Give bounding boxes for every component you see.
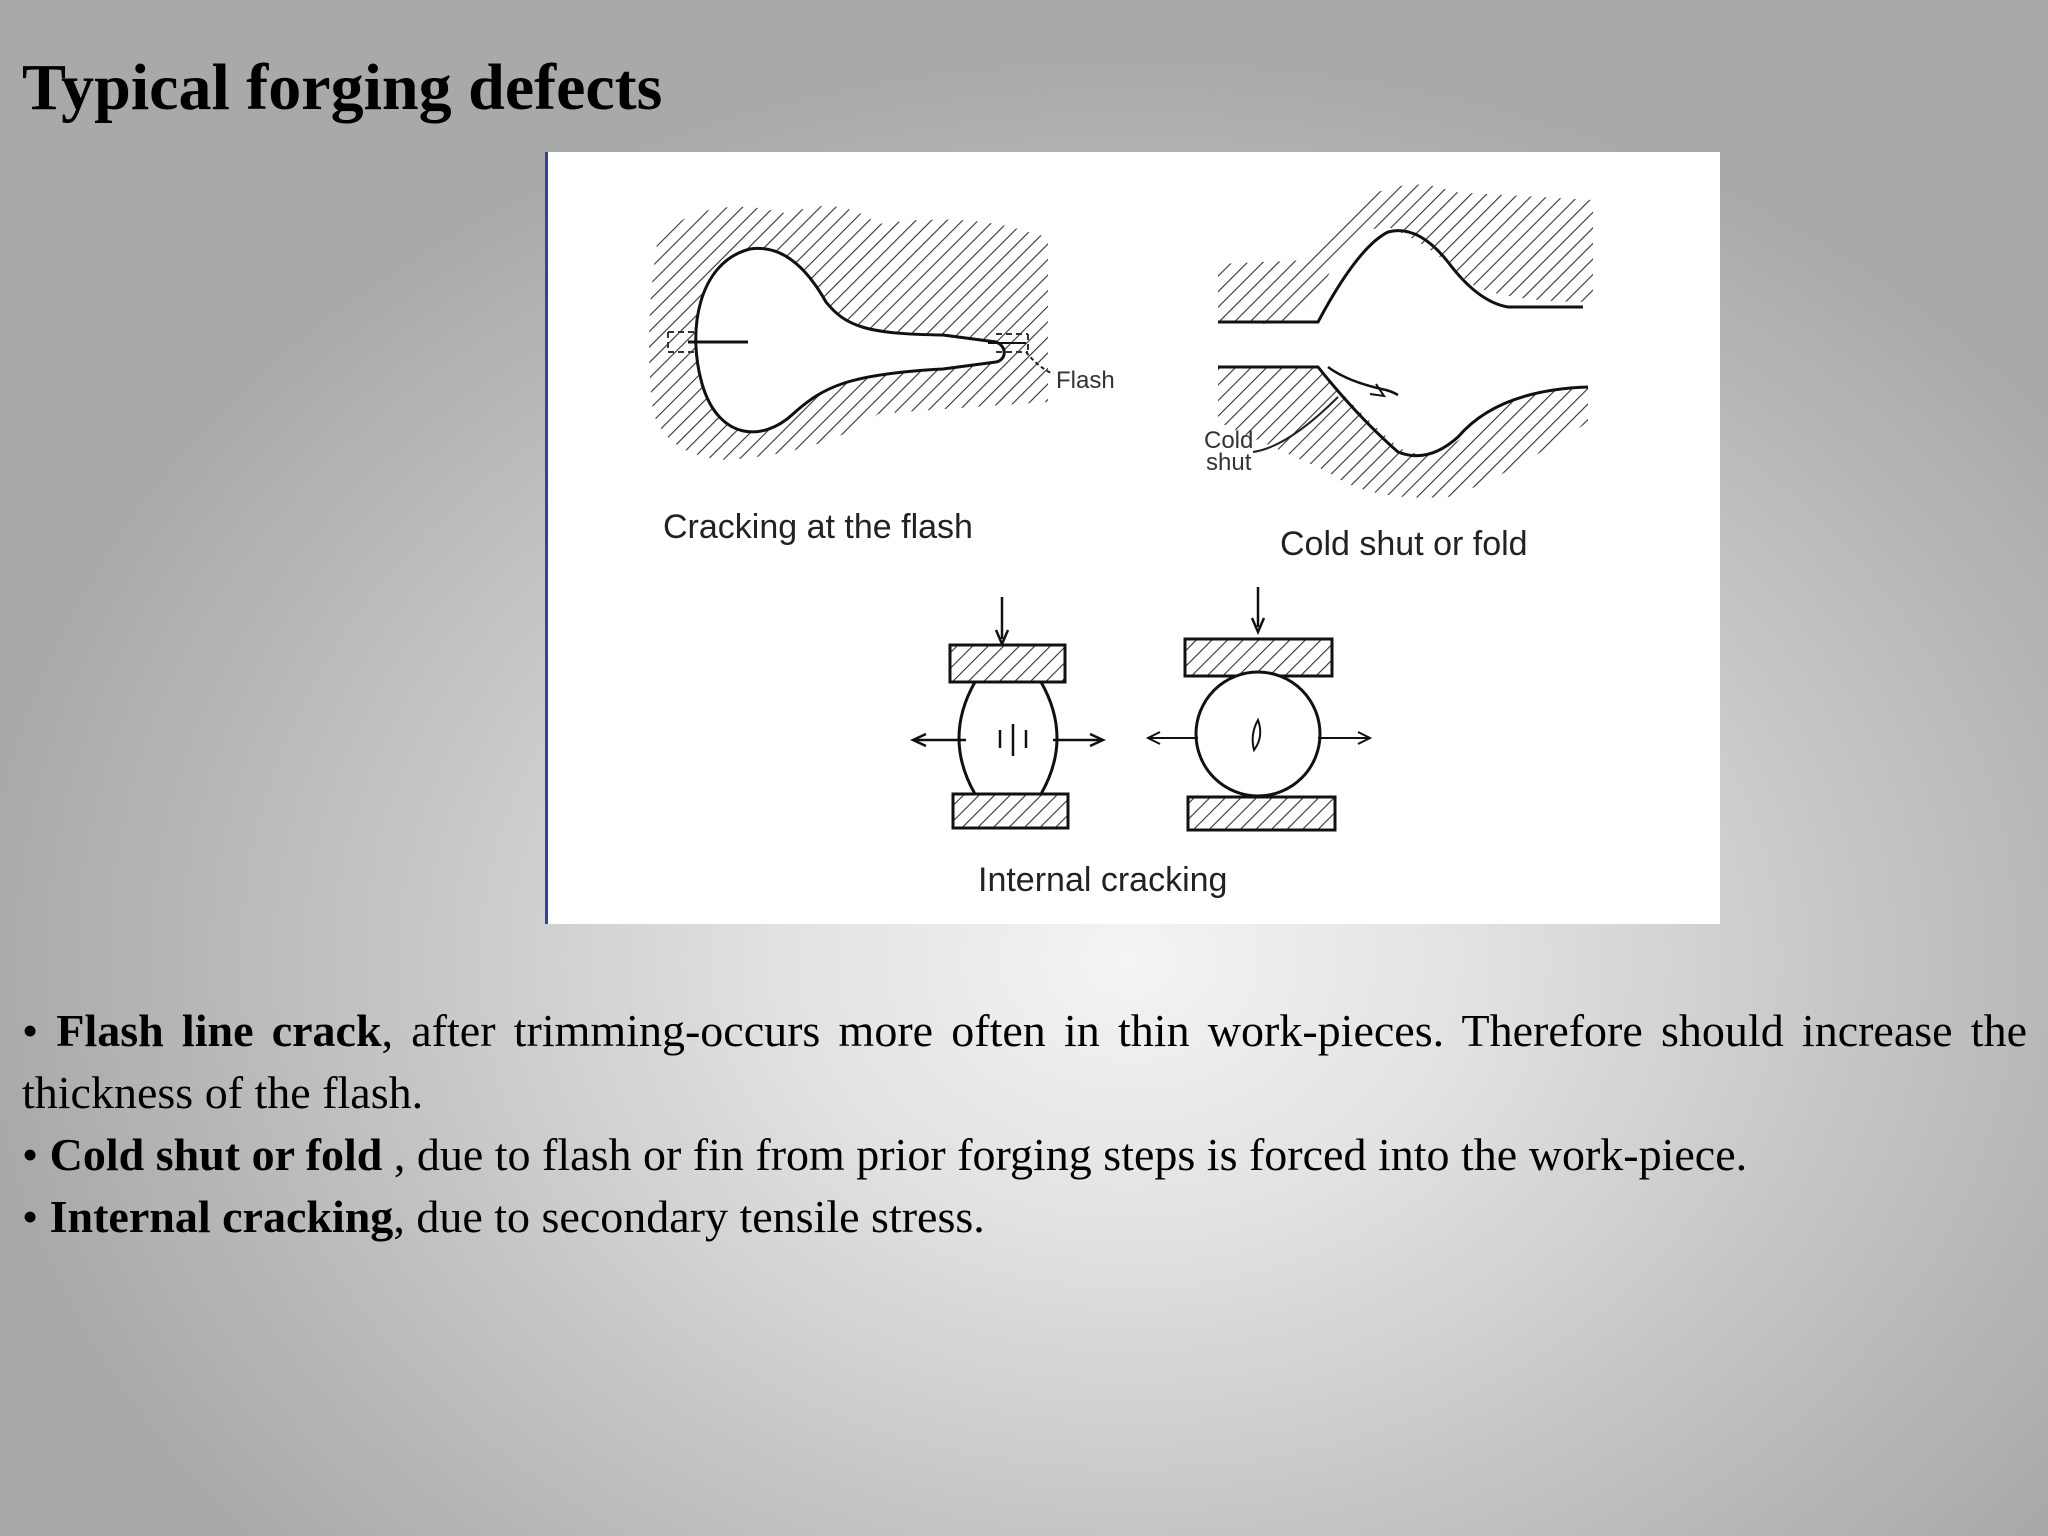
cold-label: Cold	[1204, 427, 1254, 454]
shut-label: shut	[1206, 449, 1252, 476]
bullet-text: , due to flash or fin from prior forging steps is forced into the work-piece.	[382, 1129, 1748, 1180]
bullet-flash-line-crack	[22, 1000, 2027, 1124]
flash-label: Flash	[1056, 367, 1115, 394]
bullet-term: Flash line crack	[56, 1005, 382, 1056]
bullet-marker: •	[22, 1191, 39, 1242]
bullet-term: Internal cracking	[49, 1191, 394, 1242]
cracking-at-flash-diagram	[649, 206, 1053, 460]
cold-shut-caption: Cold shut or fold	[1280, 525, 1528, 563]
bullet-text: , due to secondary tensile stress.	[393, 1191, 985, 1242]
bullet-text: , after trimming-occurs more often in thin work-pieces. Therefore should increase the thickness of the flash.	[22, 1005, 2028, 1118]
defect-bullet-list	[22, 1000, 2027, 1248]
bullet-cold-shut	[22, 1124, 2027, 1186]
slide-title: Typical forging defects	[22, 51, 663, 124]
forging-defects-figure	[545, 152, 1720, 924]
cracking-at-flash-caption: Cracking at the flash	[663, 508, 973, 546]
bullet-term: Cold shut or fold	[49, 1129, 383, 1180]
bullet-internal-cracking	[22, 1186, 2027, 1248]
bullet-marker: •	[22, 1005, 39, 1056]
cold-shut-diagram	[1218, 185, 1593, 498]
internal-cracking-right-diagram	[1148, 587, 1370, 830]
bullet-marker: •	[22, 1129, 39, 1180]
internal-cracking-left-diagram	[913, 597, 1103, 828]
internal-cracking-caption: Internal cracking	[978, 861, 1228, 899]
